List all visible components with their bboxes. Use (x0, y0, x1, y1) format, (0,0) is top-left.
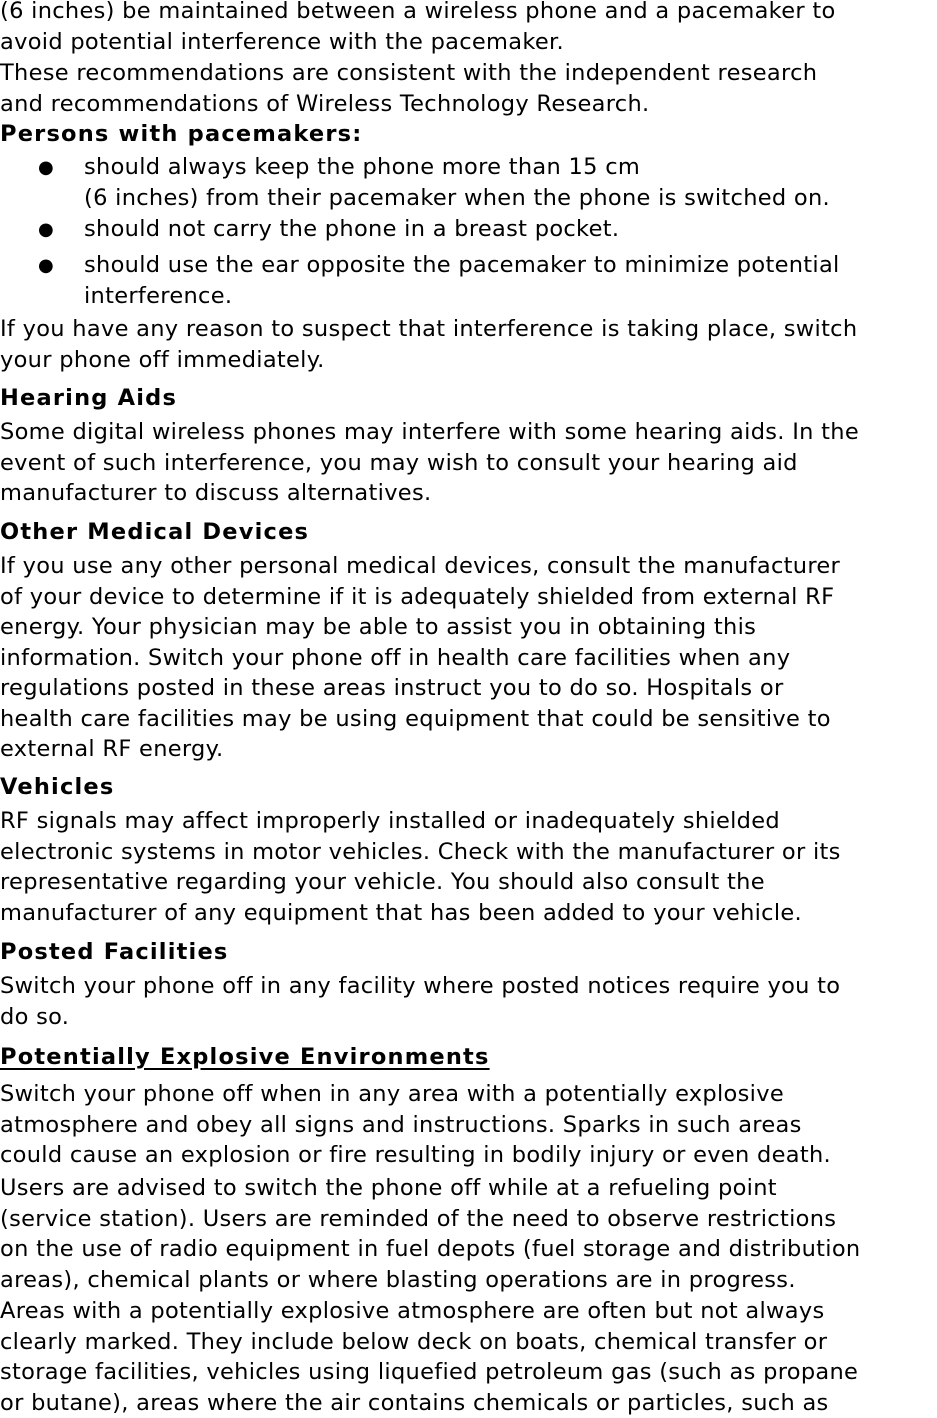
list-item (84, 250, 840, 311)
text-line: energy. Your physician may be able to assist you in obtaining this (0, 612, 937, 643)
text-line: should always keep the phone more than 15 cm (84, 152, 830, 183)
text-line: areas), chemical plants or where blasting operations are in progress. (0, 1265, 937, 1296)
list-item (84, 152, 830, 213)
explosive-environments-heading: Potentially Explosive Environments (0, 1042, 490, 1072)
text-line: (service station). Users are reminded of the need to observe restrictions (0, 1204, 937, 1235)
vehicles-paragraph (0, 806, 937, 928)
text-line: interference. (84, 281, 840, 312)
hearing-aids-heading: Hearing Aids (0, 383, 177, 413)
text-line: should use the ear opposite the pacemaker to minimize potential (84, 250, 840, 281)
posted-facilities-paragraph (0, 971, 937, 1032)
medical-devices-paragraph (0, 551, 937, 765)
text-line: event of such interference, you may wish to consult your hearing aid (0, 448, 937, 479)
text-line: health care facilities may be using equipment that could be sensitive to (0, 704, 937, 735)
text-line: Switch your phone off when in any area with a potentially explosive (0, 1079, 937, 1110)
text-line: These recommendations are consistent with the independent research (0, 58, 937, 89)
text-line: manufacturer of any equipment that has been added to your vehicle. (0, 898, 937, 929)
text-line: external RF energy. (0, 734, 937, 765)
text-line: (6 inches) be maintained between a wireless phone and a pacemaker to (0, 0, 937, 27)
bullet-icon: ● (38, 153, 54, 183)
text-line: or butane), areas where the air contains chemicals or particles, such as (0, 1388, 937, 1418)
text-line: regulations posted in these areas instruct you to do so. Hospitals or (0, 673, 937, 704)
intro-paragraph (0, 0, 937, 57)
recommendations-paragraph (0, 58, 937, 119)
medical-devices-heading: Other Medical Devices (0, 517, 309, 547)
explosive-paragraph-1 (0, 1079, 937, 1171)
text-line: (6 inches) from their pacemaker when the phone is switched on. (84, 183, 830, 214)
bullet-icon: ● (38, 251, 54, 281)
text-line: If you have any reason to suspect that interference is taking place, switch (0, 314, 937, 345)
text-line: information. Switch your phone off in health care facilities when any (0, 643, 937, 674)
text-line: on the use of radio equipment in fuel depots (fuel storage and distribution (0, 1234, 937, 1265)
list-item (84, 214, 619, 245)
text-line: Some digital wireless phones may interfere with some hearing aids. In the (0, 417, 937, 448)
text-line: If you use any other personal medical devices, consult the manufacturer (0, 551, 937, 582)
hearing-aids-paragraph (0, 417, 937, 509)
text-line: clearly marked. They include below deck on boats, chemical transfer or (0, 1327, 937, 1358)
text-line: do so. (0, 1002, 937, 1033)
text-line: could cause an explosion or fire resulting in bodily injury or even death. (0, 1140, 937, 1171)
explosive-paragraph-3 (0, 1296, 937, 1418)
text-line: atmosphere and obey all signs and instructions. Sparks in such areas (0, 1110, 937, 1141)
text-line: electronic systems in motor vehicles. Check with the manufacturer or its (0, 837, 937, 868)
posted-facilities-heading: Posted Facilities (0, 937, 229, 967)
text-line: RF signals may affect improperly installed or inadequately shielded (0, 806, 937, 837)
explosive-paragraph-2 (0, 1173, 937, 1295)
text-line: of your device to determine if it is adequately shielded from external RF (0, 582, 937, 613)
text-line: storage facilities, vehicles using liquefied petroleum gas (such as propane (0, 1357, 937, 1388)
bullet-icon: ● (38, 215, 54, 245)
text-line: avoid potential interference with the pacemaker. (0, 27, 937, 58)
text-line: Switch your phone off in any facility where posted notices require you to (0, 971, 937, 1002)
vehicles-heading: Vehicles (0, 772, 114, 802)
text-line: and recommendations of Wireless Technology Research. (0, 89, 937, 120)
text-line: Users are advised to switch the phone off while at a refueling point (0, 1173, 937, 1204)
text-line: should not carry the phone in a breast pocket. (84, 214, 619, 245)
pacemaker-heading: Persons with pacemakers: (0, 119, 362, 149)
text-line: representative regarding your vehicle. You should also consult the (0, 867, 937, 898)
text-line: manufacturer to discuss alternatives. (0, 478, 937, 509)
text-line: your phone off immediately. (0, 345, 937, 376)
text-line: Areas with a potentially explosive atmosphere are often but not always (0, 1296, 937, 1327)
suspect-paragraph (0, 314, 937, 375)
